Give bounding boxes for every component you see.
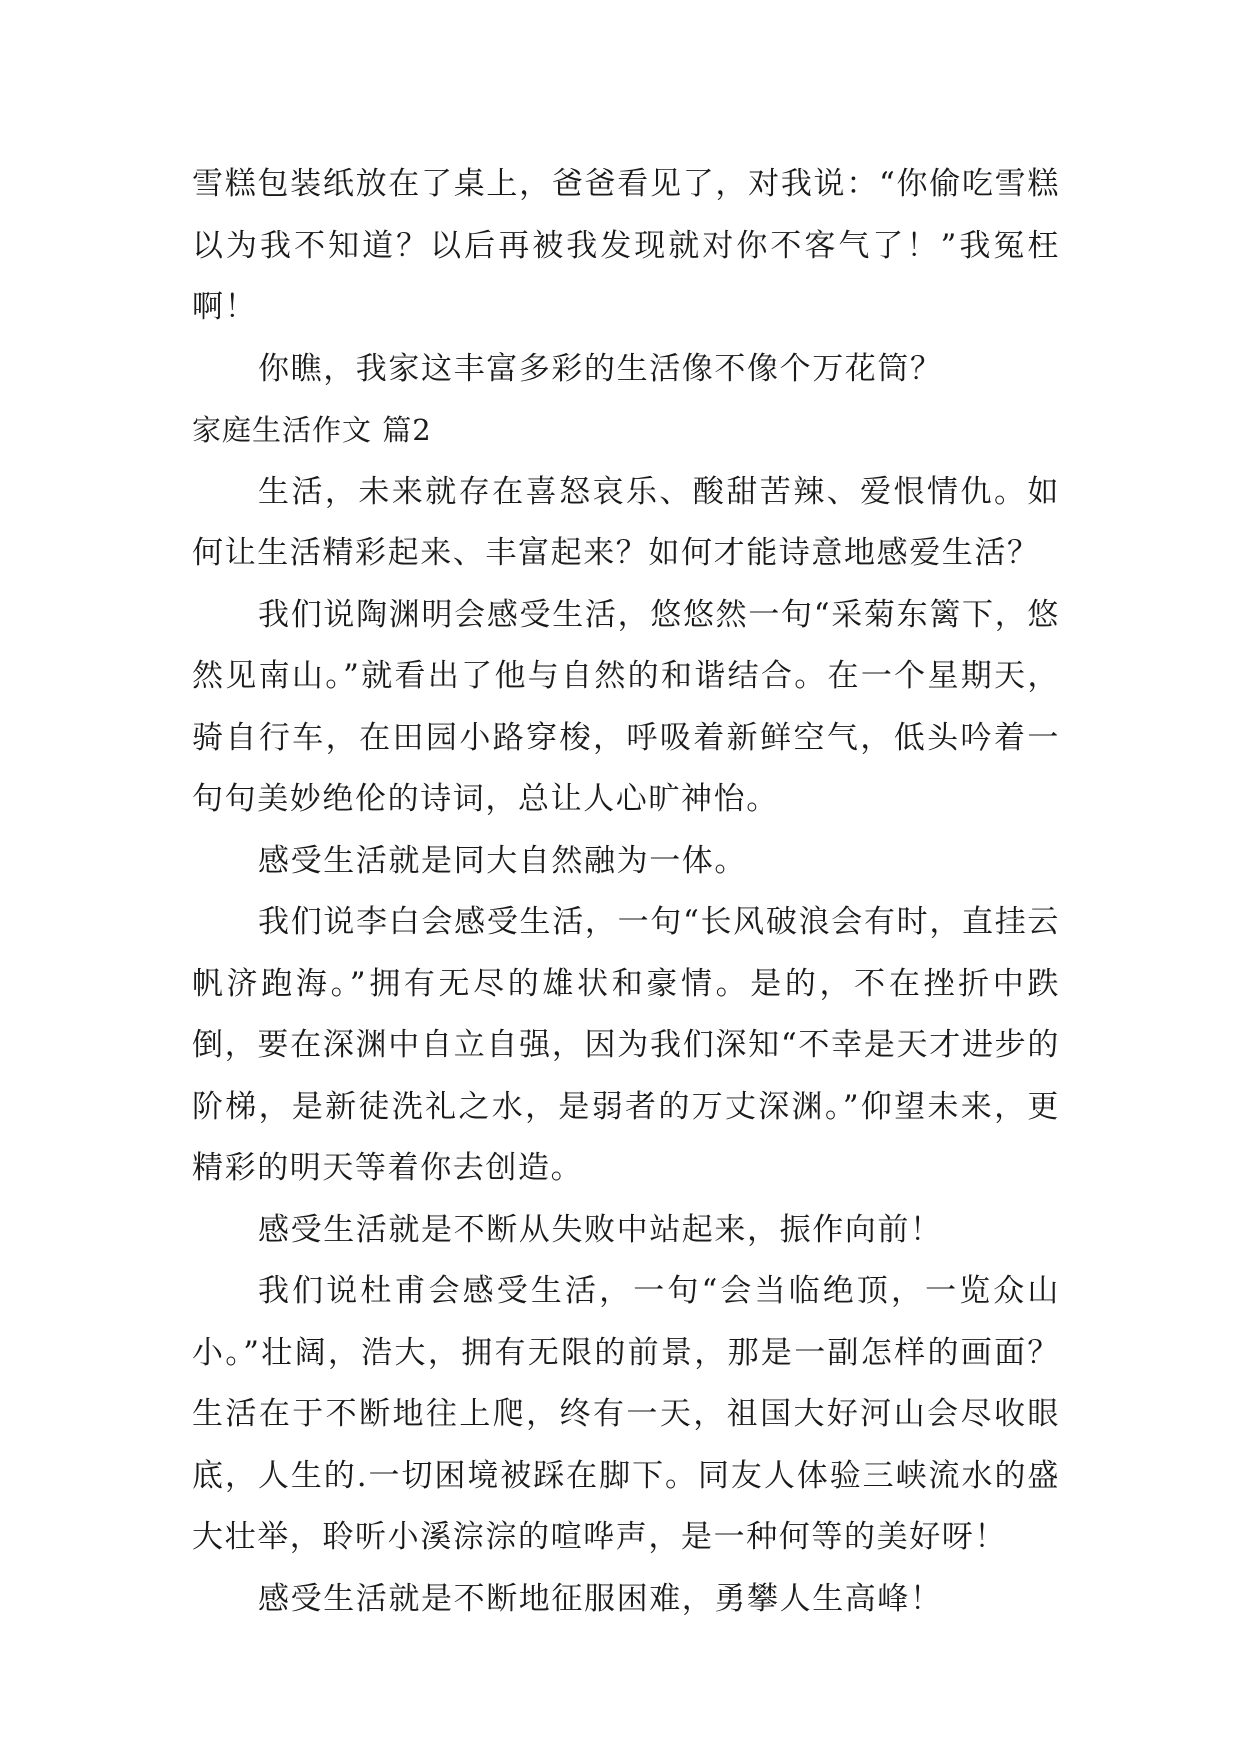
paragraph: 我们说杜甫会感受生活，一句“会当临绝顶，一览众山小。”壮阔，浩大，拥有无限的前景，那是一副怎样的画面？生活在于不断地往上爬，终有一天，祖国大好河山会尽收眼底，人生的.一切困境被踩在脚下。同友人体验三峡流水的盛大壮举，聆听小溪淙淙的喧哗声，是一种何等的美好呀！: [192, 1273, 1060, 1555]
paragraph: 感受生活就是不断地征服困难，勇攀人生高峰！: [258, 1580, 943, 1617]
paragraph: 你瞧，我家这丰富多彩的生活像不像个万花筒？: [258, 350, 943, 387]
paragraph: 我们说陶渊明会感受生活，悠悠然一句“采菊东篱下，悠然见南山。”就看出了他与自然的和谐结合。在一个星期天，骑自行车，在田园小路穿梭，呼吸着新鲜空气，低头吟着一句句美妙绝伦的诗词，总让人心旷神怡。: [192, 596, 1060, 817]
paragraph: 我们说李白会感受生活，一句“长风破浪会有时，直挂云帆济跑海。”拥有无尽的雄状和豪情。是的，不在挫折中跌倒，要在深渊中自立自强，因为我们深知“不幸是天才进步的阶梯，是新徒洗礼之水，是弱者的万丈深渊。”仰望未来，更精彩的明天等着你去创造。: [192, 904, 1060, 1186]
section-heading: 家庭生活作文 篇2: [192, 413, 432, 447]
paragraph: 感受生活就是同大自然融为一体。: [258, 842, 747, 879]
paragraph: 感受生活就是不断从失败中站起来，振作向前！: [258, 1211, 943, 1248]
document-body: [192, 154, 1060, 1630]
paragraph: 生活，未来就存在喜怒哀乐、酸甜苦辣、爱恨情仇。如何让生活精彩起来、丰富起来？如何才能诗意地感爱生活？: [192, 473, 1060, 571]
paragraph: 雪糕包装纸放在了桌上，爸爸看见了，对我说：“你偷吃雪糕以为我不知道？以后再被我发现就对你不客气了！”我冤枉啊！: [192, 166, 1060, 325]
